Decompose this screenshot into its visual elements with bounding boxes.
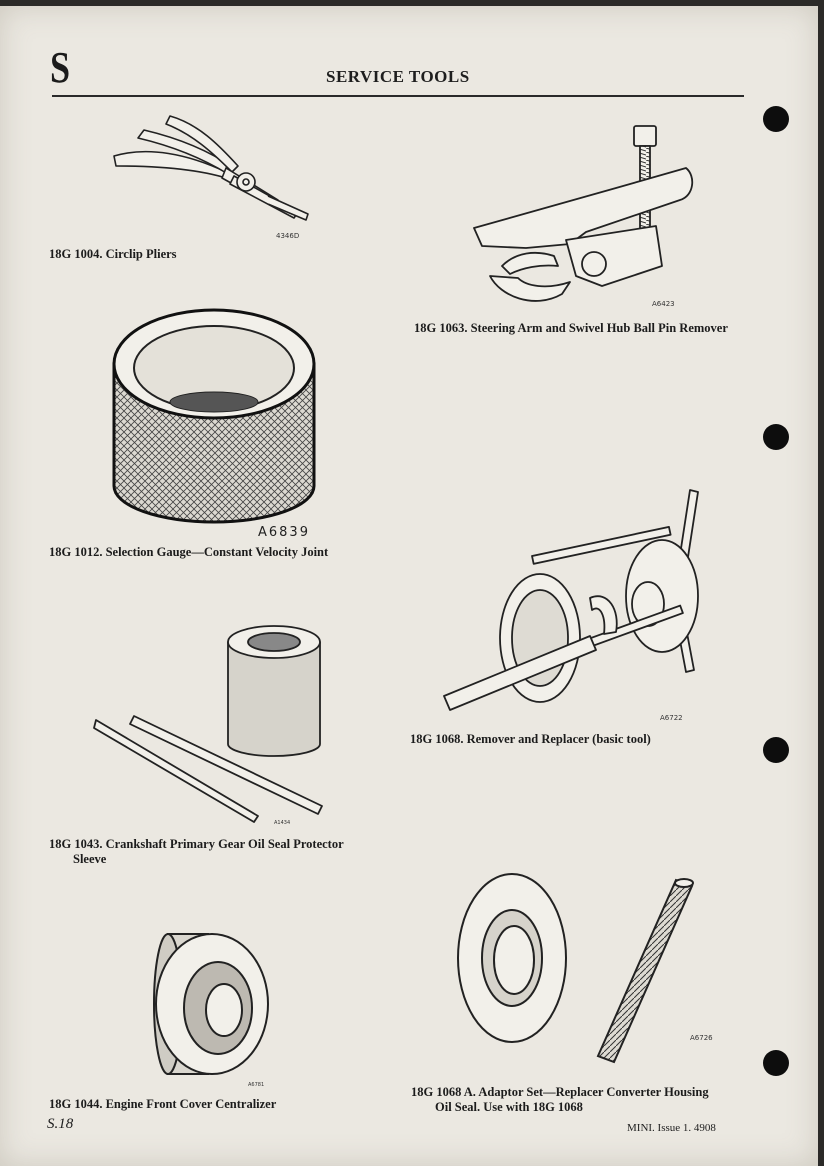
binder-hole [763, 737, 789, 763]
figure-ref: A6722 [660, 714, 683, 722]
ball-pin-remover-illustration [466, 116, 698, 312]
binder-hole [763, 106, 789, 132]
caption-adaptor-set [411, 1085, 709, 1115]
binder-hole [763, 424, 789, 450]
adaptor-set-illustration [454, 872, 720, 1068]
protector-sleeve-illustration [92, 620, 334, 826]
issue-info: MINI. Issue 1. 4908 [627, 1122, 716, 1134]
binder-hole [763, 1050, 789, 1076]
circlip-pliers-illustration [108, 110, 318, 240]
figure-ref: A1434 [274, 820, 291, 826]
caption-line-2: Sleeve [73, 852, 107, 866]
caption-line-2: Oil Seal. Use with 18G 1068 [435, 1100, 583, 1114]
caption-line-1: 18G 1043. Crankshaft Primary Gear Oil Seal Protector [49, 837, 344, 851]
header-rule [52, 95, 744, 97]
figure-ref: A6423 [652, 300, 675, 308]
figure-ref: A6839 [258, 525, 310, 538]
figure-ref: 4346D [276, 232, 300, 240]
caption-remover-replacer: 18G 1068. Remover and Replacer (basic tool) [410, 732, 651, 746]
centralizer-illustration [148, 930, 274, 1090]
page-number: S.18 [47, 1116, 74, 1132]
caption-centralizer: 18G 1044. Engine Front Cover Centralizer [49, 1097, 277, 1111]
caption-ball-pin-remover: 18G 1063. Steering Arm and Swivel Hub Ball Pin Remover [414, 321, 728, 335]
manual-page [0, 6, 818, 1166]
caption-protector-sleeve [49, 837, 344, 867]
figure-ref: A6781 [248, 1082, 265, 1088]
caption-circlip-pliers: 18G 1004. Circlip Pliers [49, 247, 177, 261]
page-title: SERVICE TOOLS [326, 67, 470, 86]
figure-ref: A6726 [690, 1034, 713, 1042]
caption-selection-gauge: 18G 1012. Selection Gauge—Constant Velocity Joint [49, 545, 329, 559]
remover-replacer-illustration [440, 486, 708, 726]
section-letter: S [50, 43, 71, 92]
selection-gauge-illustration [110, 306, 318, 538]
caption-line-1: 18G 1068 A. Adaptor Set—Replacer Converter Housing [411, 1085, 709, 1099]
